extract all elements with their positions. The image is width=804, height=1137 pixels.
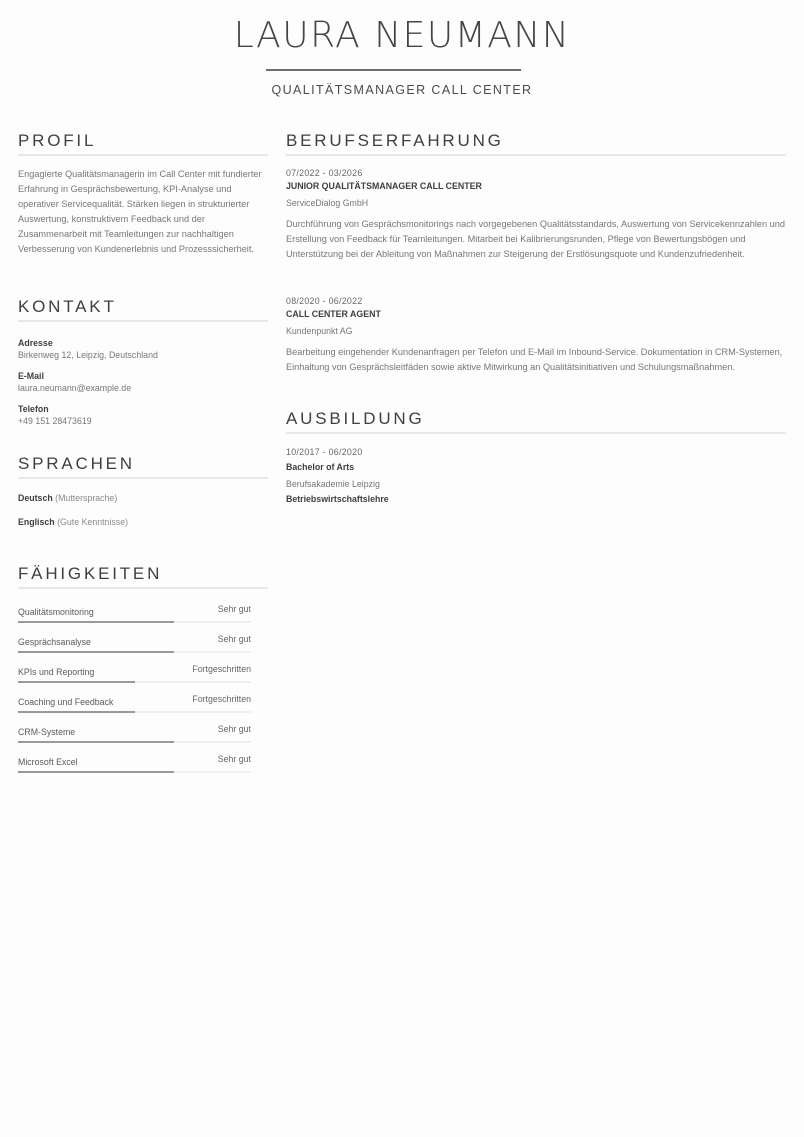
experience-heading: BERUFSERFAHRUNG (286, 131, 504, 150)
skill-bar-fill (18, 681, 135, 683)
education-heading: AUSBILDUNG (286, 409, 425, 428)
job-company: ServiceDialog GmbH (286, 198, 369, 208)
skill-bar-fill (18, 711, 135, 713)
language-level: (Muttersprache) (55, 493, 118, 503)
skill-bar-track (18, 681, 251, 683)
profile-heading: PROFIL (18, 131, 97, 150)
skill-level: Sehr gut (217, 604, 251, 614)
language-item (18, 493, 117, 504)
skill-bar-track (18, 621, 251, 623)
languages-heading: SPRACHEN (18, 454, 135, 473)
candidate-title: QUALITÄTSMANAGER CALL CENTER (271, 83, 533, 97)
skill-item (18, 751, 251, 781)
skill-item (18, 661, 251, 691)
job-date: 08/2020 - 06/2022 (286, 296, 363, 306)
skill-name: Gesprächsanalyse (18, 637, 91, 647)
skill-name: KPIs und Reporting (18, 667, 95, 677)
skill-bar-fill (18, 651, 174, 653)
skill-bar-track (18, 771, 251, 773)
languages-divider (18, 477, 268, 479)
education-school: Berufsakademie Leipzig (286, 479, 380, 489)
profile-divider (18, 154, 268, 156)
name-divider (266, 69, 521, 71)
skill-item (18, 721, 251, 751)
address-label: Adresse (18, 338, 53, 348)
profile-text: Engagierte Qualitätsmanagerin im Call Center mit fundierter Erfahrung in Gesprächsbewertung, KPI-Analyse und operativer Servicequalität. Stärken liegen in strukturierter Auswertung, konstruktivem Feedback und der Zusammenarbeit mit Teamleitungen zur nachhaltigen Verbesserung von Kundenerlebnis und Prozesssicherheit. (18, 169, 262, 254)
education-field: Betriebswirtschaftslehre (286, 494, 389, 504)
email-label: E-Mail (18, 371, 44, 381)
experience-divider (286, 154, 786, 156)
job-role: JUNIOR QUALITÄTSMANAGER CALL CENTER (286, 181, 482, 191)
skill-name: Microsoft Excel (18, 757, 78, 767)
contact-heading: KONTAKT (18, 297, 117, 316)
language-item (18, 517, 128, 528)
phone-label: Telefon (18, 404, 49, 414)
skill-name: Coaching und Feedback (18, 697, 114, 707)
contact-divider (18, 320, 268, 322)
skill-name: Qualitätsmonitoring (18, 607, 94, 617)
language-name: Deutsch (18, 493, 53, 503)
email-value[interactable]: laura.neumann@example.de (18, 383, 132, 393)
job-description: Durchführung von Gesprächsmonitorings nach vorgegebenen Qualitätsstandards, Auswertung von Servicekennzahlen und Erstellung von Feedback für Teamleitungen. Mitarbeit bei Kalibrierungsrunden, Pflege von Bewertungsbögen und Unterstützung bei der Ableitung von Maßnahmen zur Steigerung der Erstlösungsquote und Kundenzufriedenheit. (286, 219, 785, 259)
candidate-name: LAURA NEUMANN (233, 15, 571, 56)
job-company: Kundenpunkt AG (286, 326, 353, 336)
skill-name: CRM-Systeme (18, 727, 76, 737)
education-degree: Bachelor of Arts (286, 462, 355, 472)
language-level: (Gute Kenntnisse) (57, 517, 129, 527)
job-date: 07/2022 - 03/2026 (286, 168, 363, 178)
skill-level: Sehr gut (217, 634, 251, 644)
skill-level: Fortgeschritten (192, 694, 251, 704)
education-date: 10/2017 - 06/2020 (286, 447, 363, 457)
skills-heading: FÄHIGKEITEN (18, 564, 163, 583)
job-role: CALL CENTER AGENT (286, 309, 381, 319)
skill-bar-fill (18, 741, 174, 743)
skill-bar-track (18, 651, 251, 653)
address-value: Birkenweg 12, Leipzig, Deutschland (18, 350, 158, 360)
education-divider (286, 432, 786, 434)
job-description: Bearbeitung eingehender Kundenanfragen per Telefon und E-Mail im Inbound-Service. Dokumentation in CRM-Systemen, Einhaltung von Gesprächsleitfäden sowie aktive Mitwirkung an Qualitätsinitiativen und Schulungsmaßnahmen. (286, 347, 783, 372)
skill-level: Sehr gut (217, 754, 251, 764)
skill-item (18, 601, 251, 631)
language-name: Englisch (18, 517, 55, 527)
skills-divider (18, 587, 268, 589)
skill-level: Fortgeschritten (192, 664, 251, 674)
skill-item (18, 631, 251, 661)
skill-bar-fill (18, 621, 174, 623)
skill-bar-track (18, 711, 251, 713)
phone-value[interactable]: +49 151 28473619 (18, 416, 92, 426)
skill-level: Sehr gut (217, 724, 251, 734)
skill-item (18, 691, 251, 721)
skill-bar-fill (18, 771, 174, 773)
skill-bar-track (18, 741, 251, 743)
